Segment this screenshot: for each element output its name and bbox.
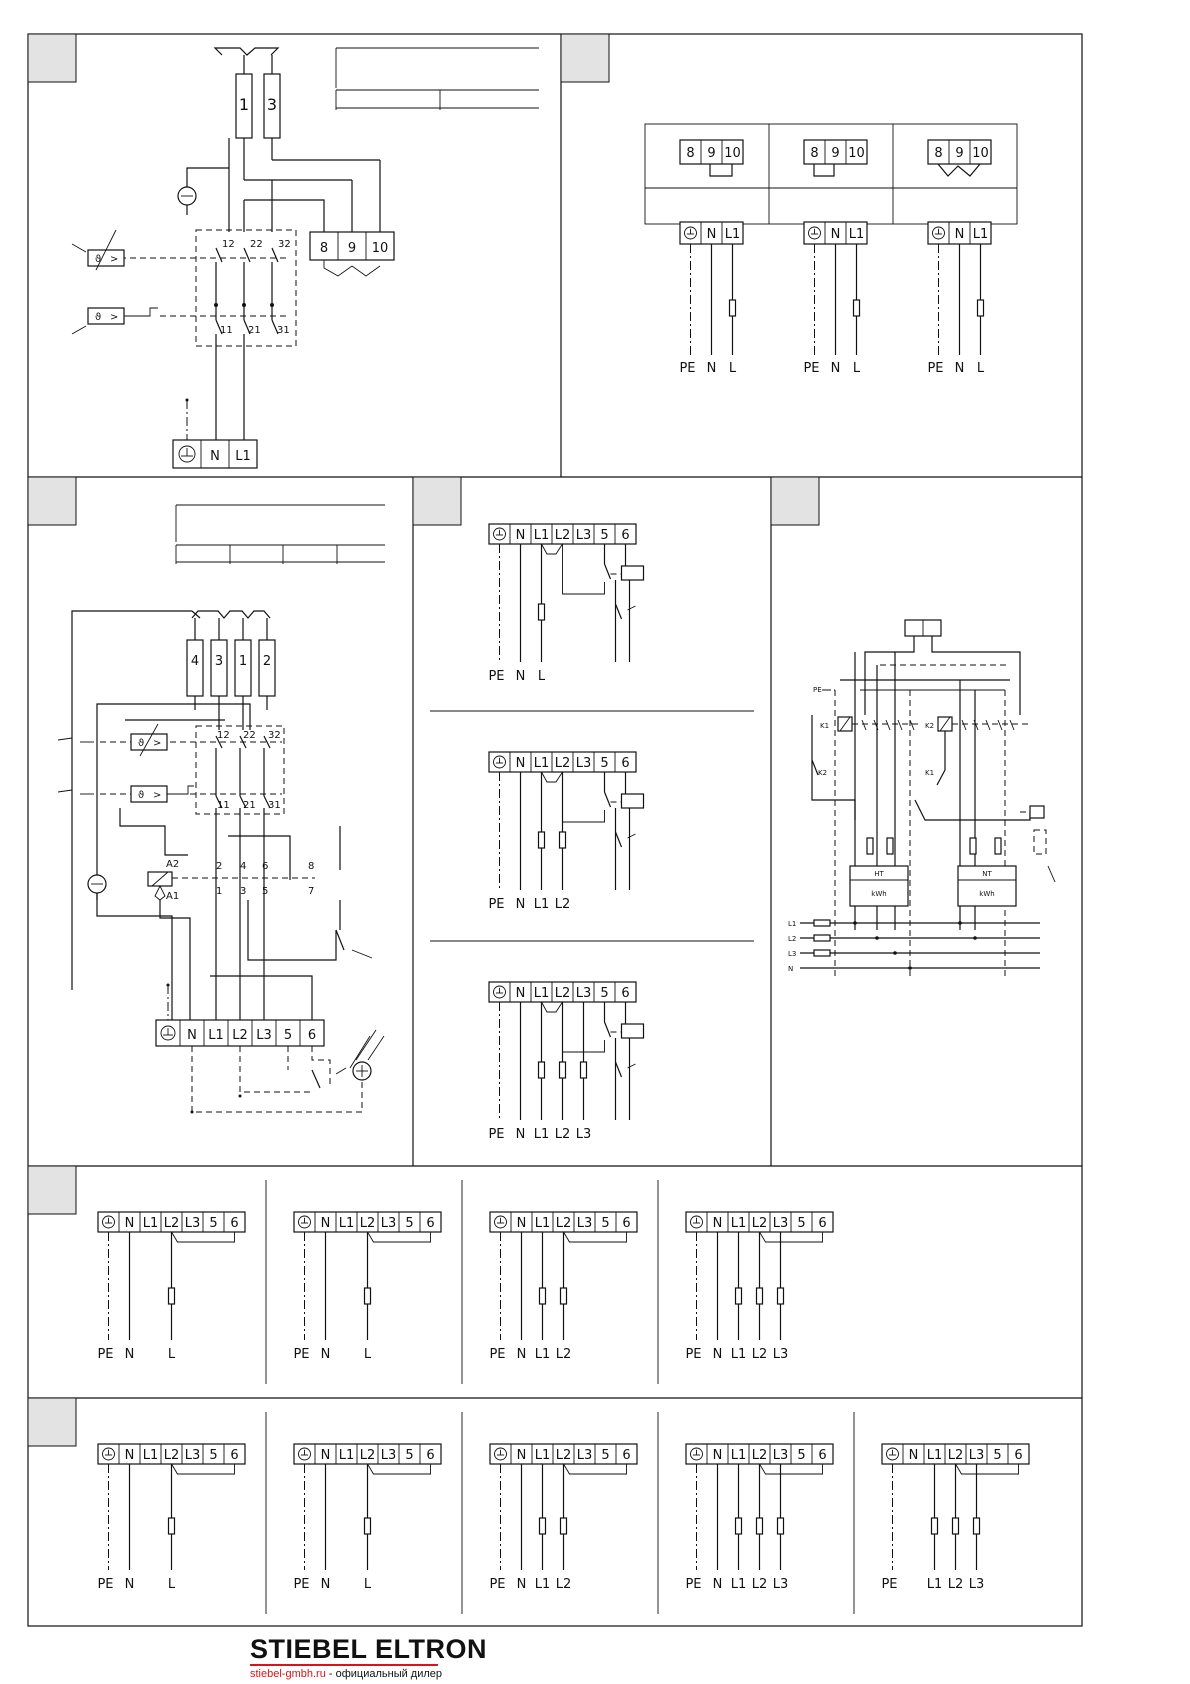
terminal-label: L1 [926, 1448, 943, 1463]
wire-label: N [954, 361, 965, 376]
svg-text:>: > [153, 738, 162, 749]
panel-6-7-variants [97, 1212, 1029, 1592]
terminal-label: L2 [359, 1448, 376, 1463]
svg-text:L1: L1 [235, 449, 251, 464]
terminal-label: 6 [621, 756, 630, 771]
terminal-label: L1 [533, 528, 550, 543]
terminal-label: 6 [622, 1216, 631, 1231]
terminal-label: 6 [621, 528, 630, 543]
svg-text:12: 12 [222, 239, 235, 250]
contactor-coil [622, 1024, 644, 1038]
wire-label: N [830, 361, 841, 376]
terminal-label: N [124, 1216, 135, 1231]
terminal-label: L1 [533, 756, 550, 771]
wire-label: PE [293, 1577, 310, 1592]
panel-grid [28, 34, 1082, 1626]
fuse [539, 1062, 545, 1078]
terminal-label: N [515, 756, 526, 771]
panel-3-schematic [58, 505, 385, 1114]
svg-text:L3: L3 [788, 950, 797, 958]
stiebel-eltron-logo [250, 1634, 488, 1680]
fuse [778, 1288, 784, 1304]
terminal-label: 5 [601, 1216, 610, 1231]
terminal-label: L1 [142, 1216, 159, 1231]
wire-label: PE [293, 1347, 310, 1362]
wire-label: PE [679, 361, 696, 376]
terminal-label: L1 [534, 1448, 551, 1463]
terminal-label: L1 [848, 227, 865, 242]
svg-text:2: 2 [216, 861, 223, 872]
svg-text:>: > [110, 254, 119, 265]
terminal-label: 6 [818, 1216, 827, 1231]
svg-text:5: 5 [283, 1028, 293, 1043]
terminal-label: N [830, 227, 841, 242]
svg-text:1: 1 [216, 886, 223, 897]
thermostat-icon [131, 734, 167, 750]
terminal-label: 6 [230, 1448, 239, 1463]
wire-label: L1 [533, 897, 550, 912]
fuse [581, 1062, 587, 1078]
fuse [539, 832, 545, 848]
panel-4-variants [430, 524, 754, 1142]
terminal-label: N [712, 1216, 723, 1231]
fuse [778, 1518, 784, 1534]
wire-label: L [363, 1577, 372, 1592]
wire-label: PE [803, 361, 820, 376]
panel-2-jumpers [645, 124, 1017, 224]
terminal-label: L3 [184, 1448, 201, 1463]
svg-text:32: 32 [278, 239, 291, 250]
fuse [932, 1518, 938, 1534]
svg-text:A1: A1 [166, 891, 180, 902]
terminal-wiring-variant [488, 752, 643, 912]
terminal-label: L2 [554, 528, 571, 543]
terminal-label: 6 [621, 986, 630, 1001]
terminal-label: 5 [209, 1216, 218, 1231]
wire-label: L3 [575, 1127, 592, 1142]
svg-text:L3: L3 [256, 1028, 272, 1043]
wire-label: L1 [730, 1347, 747, 1362]
terminal-label: L2 [555, 1216, 572, 1231]
svg-text:N: N [187, 1028, 197, 1043]
svg-text:2: 2 [262, 654, 272, 669]
wire-label: N [124, 1577, 135, 1592]
svg-text:4: 4 [240, 861, 247, 872]
terminal-label: N [515, 528, 526, 543]
terminal-label: L3 [184, 1216, 201, 1231]
wire-label: PE [488, 669, 505, 684]
jumper-variant-3 [927, 140, 991, 376]
svg-text:10: 10 [371, 241, 389, 256]
terminal-label: 5 [993, 1448, 1002, 1463]
fuse [854, 300, 860, 316]
svg-text:11: 11 [217, 800, 230, 811]
wire-label: L2 [555, 1577, 572, 1592]
svg-text:N: N [210, 449, 220, 464]
wire-label: L [976, 361, 985, 376]
wire-label: N [320, 1347, 331, 1362]
panel-tab-3 [28, 477, 76, 525]
terminal-wiring-variant [293, 1444, 441, 1592]
svg-text:kWh: kWh [979, 890, 995, 898]
terminal-label: 6 [818, 1448, 827, 1463]
wire-label: N [124, 1347, 135, 1362]
terminal-number: 9 [707, 146, 716, 161]
terminal-label: L1 [533, 986, 550, 1001]
wire-label: L2 [554, 1127, 571, 1142]
svg-text:>: > [110, 312, 119, 323]
terminal-label: L3 [576, 1448, 593, 1463]
svg-text:ϑ: ϑ [95, 312, 102, 323]
panel-1-schematic [72, 48, 539, 468]
terminal-label: L1 [338, 1216, 355, 1231]
terminal-wiring-variant [685, 1212, 833, 1362]
terminal-label: 5 [405, 1216, 414, 1231]
element-label: 3 [266, 95, 278, 114]
wire-label: PE [489, 1347, 506, 1362]
safety-limiter-icon [131, 786, 167, 802]
terminal-label: N [320, 1448, 331, 1463]
fuse [365, 1288, 371, 1304]
terminal-label: L3 [575, 756, 592, 771]
terminal-label: 5 [405, 1448, 414, 1463]
wire-label: PE [488, 1127, 505, 1142]
terminal-number: 8 [934, 146, 943, 161]
svg-text:21: 21 [248, 325, 261, 336]
svg-text:K2: K2 [925, 722, 935, 730]
jumper-variant-1 [679, 140, 743, 376]
terminal-wiring-variant [488, 982, 643, 1142]
svg-text:31: 31 [268, 800, 281, 811]
svg-text:6: 6 [307, 1028, 317, 1043]
svg-text:1: 1 [238, 654, 248, 669]
terminal-label: 6 [426, 1448, 435, 1463]
fuse [560, 832, 566, 848]
terminal-number: 8 [686, 146, 695, 161]
terminal-label: 6 [230, 1216, 239, 1231]
brand-name: STIEBEL ELTRON [250, 1634, 488, 1664]
wire-label: L2 [751, 1577, 768, 1592]
svg-text:8: 8 [308, 861, 315, 872]
wire-label: PE [97, 1347, 114, 1362]
safety-limiter-icon [88, 308, 124, 324]
terminal-label: 5 [601, 1448, 610, 1463]
wire-label: L [167, 1347, 176, 1362]
wire-label: PE [685, 1577, 702, 1592]
wire-label: PE [97, 1577, 114, 1592]
terminal-label: L3 [380, 1448, 397, 1463]
wire-label: L3 [968, 1577, 985, 1592]
svg-text:7: 7 [308, 886, 315, 897]
wire-label: L [363, 1347, 372, 1362]
dealer-line [250, 1667, 443, 1681]
terminal-label: L2 [555, 1448, 572, 1463]
wire-label: L3 [772, 1347, 789, 1362]
terminal-label: L1 [724, 227, 741, 242]
svg-text:6: 6 [262, 861, 269, 872]
panel-6-7-separators [266, 1180, 854, 1614]
terminal-label: N [954, 227, 965, 242]
terminal-label: N [516, 1216, 527, 1231]
terminal-label: N [320, 1216, 331, 1231]
fuse [953, 1518, 959, 1534]
wire-label: N [515, 1127, 526, 1142]
fuse [757, 1288, 763, 1304]
fuse [365, 1518, 371, 1534]
wire-label: N [712, 1577, 723, 1592]
terminal-label: N [712, 1448, 723, 1463]
terminal-label: N [706, 227, 717, 242]
svg-text:ϑ: ϑ [95, 254, 102, 265]
terminal-label: 5 [209, 1448, 218, 1463]
svg-text:HT: HT [874, 870, 884, 878]
terminal-wiring-variant [685, 1444, 833, 1592]
terminal-label: L3 [772, 1216, 789, 1231]
panel-tab-5 [771, 477, 819, 525]
terminal-label: 6 [622, 1448, 631, 1463]
fuse [540, 1518, 546, 1534]
wire-label: PE [489, 1577, 506, 1592]
wire-label: L [728, 361, 737, 376]
wire-label: N [706, 361, 717, 376]
fuse [540, 1288, 546, 1304]
wire-label: PE [881, 1577, 898, 1592]
wire-label: L [537, 669, 546, 684]
terminal-label: L3 [575, 528, 592, 543]
wire-label: N [712, 1347, 723, 1362]
svg-text:3: 3 [214, 654, 224, 669]
wire-label: PE [685, 1347, 702, 1362]
terminal-label: L3 [575, 986, 592, 1001]
dealer-note: - официальный дилер [325, 1668, 443, 1680]
terminal-number: 9 [831, 146, 840, 161]
wire-label: PE [488, 897, 505, 912]
wire-label: N [516, 1577, 527, 1592]
fuse [978, 300, 984, 316]
svg-text:11: 11 [220, 325, 233, 336]
wire-label: L2 [554, 897, 571, 912]
terminal-wiring-variant [97, 1212, 245, 1362]
terminal-label: L2 [554, 756, 571, 771]
terminal-wiring-variant [489, 1212, 637, 1362]
jumper-variant-2 [803, 140, 867, 376]
panel-2-columns [679, 140, 991, 376]
svg-text:31: 31 [277, 325, 290, 336]
wire-label: N [515, 897, 526, 912]
fuse [169, 1288, 175, 1304]
terminal-number: 10 [724, 146, 741, 161]
wire-label: L1 [534, 1577, 551, 1592]
terminal-number: 10 [848, 146, 865, 161]
fuse [730, 300, 736, 316]
svg-text:PE: PE [813, 686, 822, 694]
panel-tab-2 [561, 34, 609, 82]
svg-text:L1: L1 [788, 920, 797, 928]
dealer-url[interactable]: stiebel-gmbh.ru [250, 1668, 326, 1680]
svg-text:N: N [788, 965, 794, 973]
wire-label: L [167, 1577, 176, 1592]
terminal-label: L2 [751, 1216, 768, 1231]
brand-rule [250, 1664, 438, 1666]
panel-5-tariff [788, 620, 1055, 980]
terminal-label: L1 [338, 1448, 355, 1463]
terminal-label: 6 [426, 1216, 435, 1231]
terminal-label: L2 [163, 1216, 180, 1231]
terminal-label: 5 [600, 756, 609, 771]
svg-text:ϑ: ϑ [138, 738, 145, 749]
svg-text:5: 5 [262, 886, 269, 897]
svg-text:32: 32 [268, 730, 281, 741]
terminal-label: L3 [772, 1448, 789, 1463]
wire-label: N [515, 669, 526, 684]
wire-label: N [320, 1577, 331, 1592]
panel-tab-1 [28, 34, 76, 82]
terminal-label: L2 [947, 1448, 964, 1463]
wire-label: L2 [947, 1577, 964, 1592]
fuse [736, 1288, 742, 1304]
terminal-wiring-variant [293, 1212, 441, 1362]
terminal-wiring-variant [488, 524, 643, 684]
fuse [560, 1062, 566, 1078]
terminal-number: 9 [955, 146, 964, 161]
terminal-number: 10 [972, 146, 989, 161]
svg-text:4: 4 [190, 654, 200, 669]
element-label: 1 [238, 95, 250, 114]
svg-text:NT: NT [982, 870, 992, 878]
svg-text:K2: K2 [818, 769, 828, 777]
panel-tab-7 [28, 1398, 76, 1446]
fuse [561, 1518, 567, 1534]
terminal-label: N [516, 1448, 527, 1463]
svg-text:L1: L1 [208, 1028, 224, 1043]
svg-text:22: 22 [250, 239, 263, 250]
svg-text:kWh: kWh [871, 890, 887, 898]
svg-text:ϑ: ϑ [138, 790, 145, 801]
terminal-label: 6 [1014, 1448, 1023, 1463]
wire-label: L2 [555, 1347, 572, 1362]
wire-label: L1 [534, 1347, 551, 1362]
fuse [757, 1518, 763, 1534]
terminal-label: L3 [968, 1448, 985, 1463]
terminal-label: L1 [972, 227, 989, 242]
wire-label: PE [927, 361, 944, 376]
terminal-label: L1 [730, 1216, 747, 1231]
wire-label: L [852, 361, 861, 376]
thermostat-icon [88, 250, 124, 266]
terminal-label: L1 [142, 1448, 159, 1463]
fuse [539, 604, 545, 620]
fuse [169, 1518, 175, 1534]
terminal-label: N [908, 1448, 919, 1463]
terminal-label: 5 [797, 1448, 806, 1463]
wire-label: L1 [533, 1127, 550, 1142]
terminal-label: L1 [534, 1216, 551, 1231]
panel-tab-4 [413, 477, 461, 525]
svg-text:L2: L2 [232, 1028, 248, 1043]
fuse [736, 1518, 742, 1534]
terminal-label: L3 [576, 1216, 593, 1231]
wire-label: L2 [751, 1347, 768, 1362]
terminal-label: L2 [554, 986, 571, 1001]
terminal-label: 5 [600, 986, 609, 1001]
svg-text:9: 9 [347, 241, 357, 256]
wire-label: L1 [730, 1577, 747, 1592]
svg-text:K1: K1 [820, 722, 830, 730]
terminal-label: L1 [730, 1448, 747, 1463]
svg-text:L2: L2 [788, 935, 797, 943]
terminal-label: N [515, 986, 526, 1001]
terminal-number: 8 [810, 146, 819, 161]
terminal-label: N [124, 1448, 135, 1463]
svg-text:8: 8 [319, 241, 329, 256]
terminal-wiring-variant [489, 1444, 637, 1592]
fuse [561, 1288, 567, 1304]
terminal-wiring-variant [97, 1444, 245, 1592]
terminal-label: L2 [163, 1448, 180, 1463]
terminal-label: 5 [797, 1216, 806, 1231]
terminal-label: L2 [751, 1448, 768, 1463]
contactor-coil [622, 794, 644, 808]
terminal-label: 5 [600, 528, 609, 543]
wire-label: L1 [926, 1577, 943, 1592]
panel-tab-6 [28, 1166, 76, 1214]
terminal-wiring-variant [881, 1444, 1029, 1592]
svg-text:A2: A2 [166, 859, 180, 870]
wire-label: N [516, 1347, 527, 1362]
svg-text:22: 22 [243, 730, 256, 741]
fuse [974, 1518, 980, 1534]
terminal-label: L2 [359, 1216, 376, 1231]
svg-text:>: > [153, 790, 162, 801]
terminal-label: L3 [380, 1216, 397, 1231]
svg-text:3: 3 [240, 886, 247, 897]
svg-text:12: 12 [217, 730, 230, 741]
contactor-coil [622, 566, 644, 580]
svg-text:K1: K1 [925, 769, 935, 777]
svg-text:21: 21 [243, 800, 256, 811]
wire-label: L3 [772, 1577, 789, 1592]
